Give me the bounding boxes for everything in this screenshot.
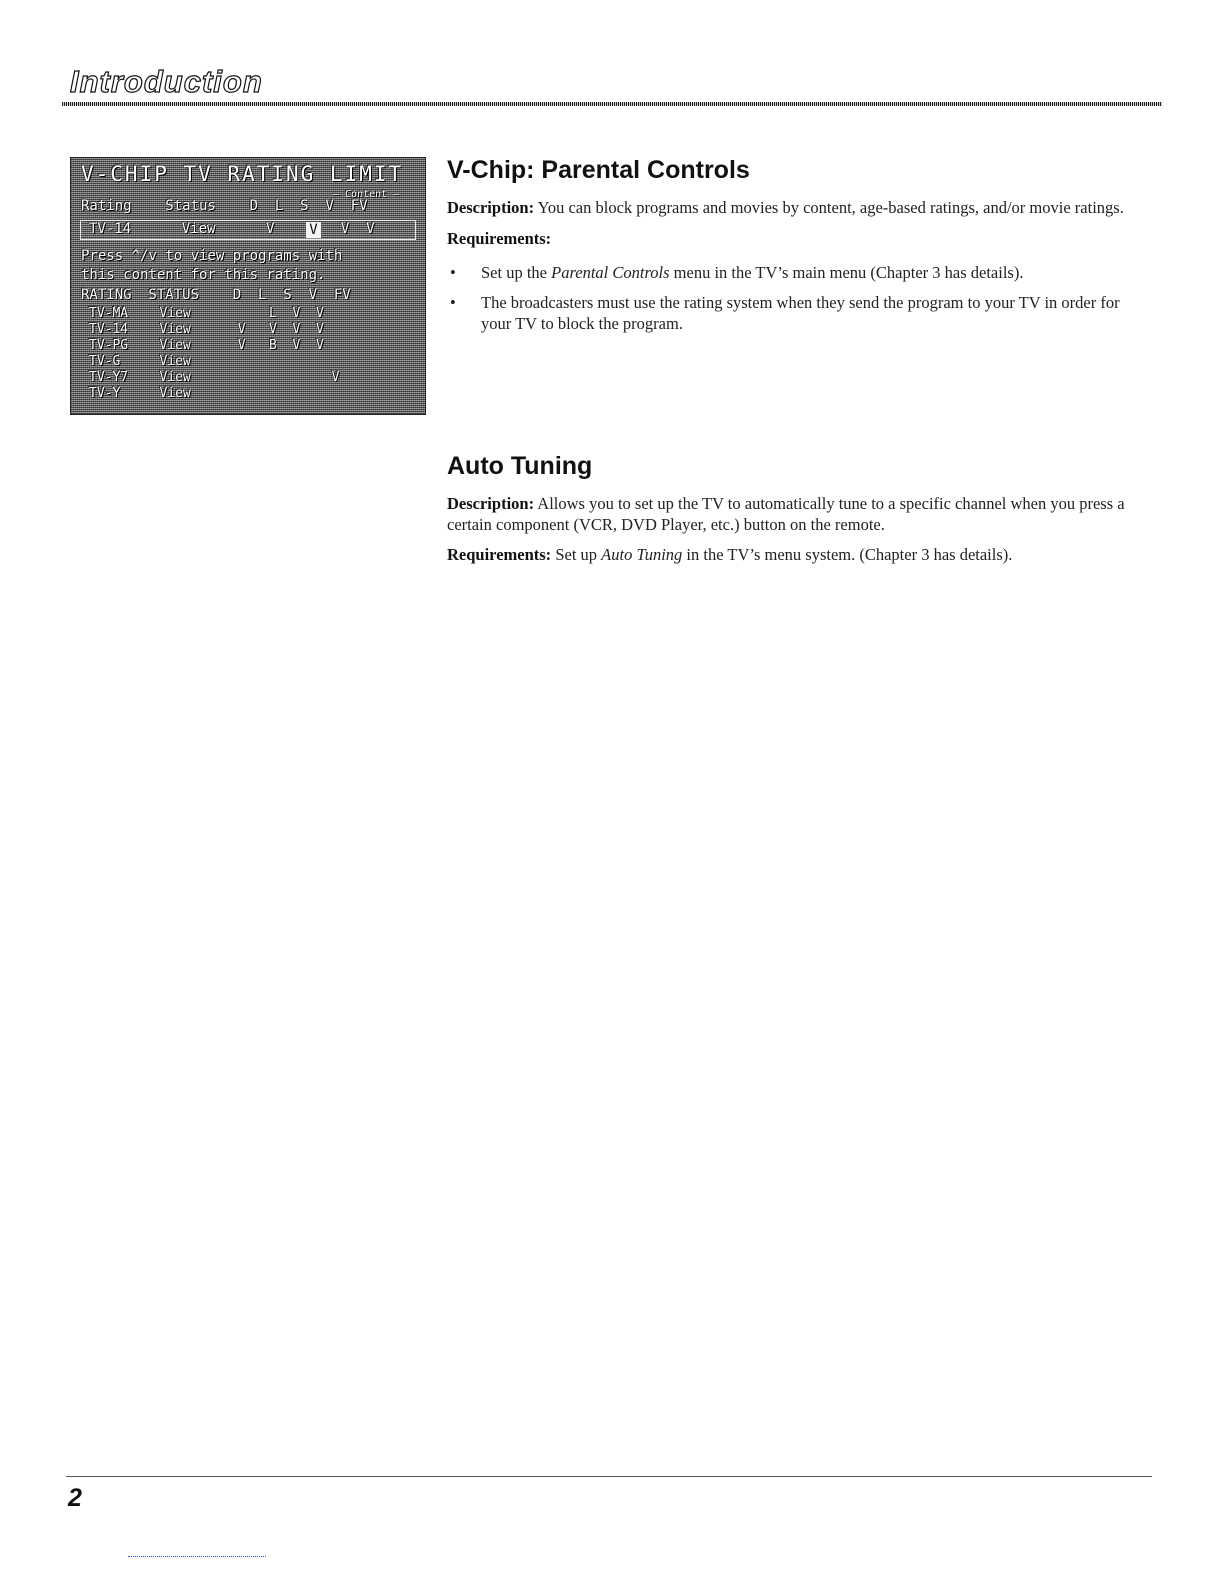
osd-table-row: TV-Y View — [89, 386, 191, 401]
footer-rule — [66, 1476, 1152, 1477]
bullet-text: The broadcasters must use the rating system when they send the program to your TV in order for your TV to block the program. — [481, 293, 1120, 333]
osd-help-line-1: Press ^/v to view programs with — [81, 248, 343, 264]
header-rule — [62, 102, 1162, 106]
auto-tuning-menu-name: Auto Tuning — [601, 545, 683, 564]
vchip-requirement-1 — [447, 262, 1149, 283]
auto-tuning-req-text: in the TV’s menu system. (Chapter 3 has details). — [682, 545, 1013, 564]
bottom-dotted-line — [128, 1556, 266, 1557]
osd-selected-row-rest: V V — [324, 221, 375, 237]
auto-tuning-heading: Auto Tuning — [447, 452, 593, 480]
auto-tuning-section — [447, 452, 1149, 565]
osd-title: V-CHIP TV RATING LIMIT — [81, 162, 404, 186]
auto-tuning-description-text: Allows you to set up the TV to automatically tune to a specific channel when you press a certain component (VCR, DVD Player, etc.) button on the remote. — [447, 494, 1125, 534]
bullet-icon: • — [450, 263, 456, 282]
vchip-section — [447, 156, 1149, 334]
bullet-icon: • — [450, 293, 456, 312]
osd-rating-table — [81, 287, 351, 402]
auto-tuning-req-text: Set up — [551, 545, 602, 564]
vchip-requirement-2 — [447, 292, 1149, 334]
parental-controls-menu-name: Parental Controls — [551, 263, 670, 282]
auto-tuning-requirements-label: Requirements: — [447, 545, 552, 564]
vchip-osd-screenshot — [70, 157, 426, 415]
osd-selected-row — [80, 220, 416, 240]
auto-tuning-description-label: Description: — [447, 494, 535, 513]
osd-table-row: TV-MA View L V V — [89, 306, 324, 321]
vchip-description-text: You can block programs and movies by content, age-based ratings, and/or movie ratings. — [534, 198, 1124, 217]
vchip-description-label: Description: — [447, 198, 535, 217]
bullet-text: Set up the — [481, 263, 552, 282]
osd-table-row: TV-G View — [89, 354, 191, 369]
auto-tuning-requirements — [447, 544, 1149, 565]
osd-content-label: — Content — — [333, 189, 400, 200]
osd-column-headers: Rating Status D L S V FV — [81, 198, 368, 214]
osd-table-row: TV-14 View V V V V — [89, 322, 324, 337]
vchip-description — [447, 197, 1149, 218]
bullet-text: menu in the TV’s main menu (Chapter 3 has details). — [669, 263, 1024, 282]
vchip-heading: V-Chip: Parental Controls — [447, 156, 750, 184]
page-number: 2 — [68, 1484, 82, 1512]
osd-cursor: V — [306, 222, 321, 238]
osd-table-header: RATING STATUS D L S V FV — [81, 287, 351, 303]
osd-table-row: TV-Y7 View V — [89, 370, 340, 385]
osd-help-line-2: this content for this rating. — [81, 267, 326, 283]
vchip-requirements-label: Requirements: — [447, 229, 552, 248]
auto-tuning-description — [447, 493, 1149, 535]
page-title: Introduction — [70, 64, 263, 99]
osd-selected-row-text: TV-14 View V — [89, 221, 283, 237]
osd-table-row: TV-PG View V B V V — [89, 338, 324, 353]
